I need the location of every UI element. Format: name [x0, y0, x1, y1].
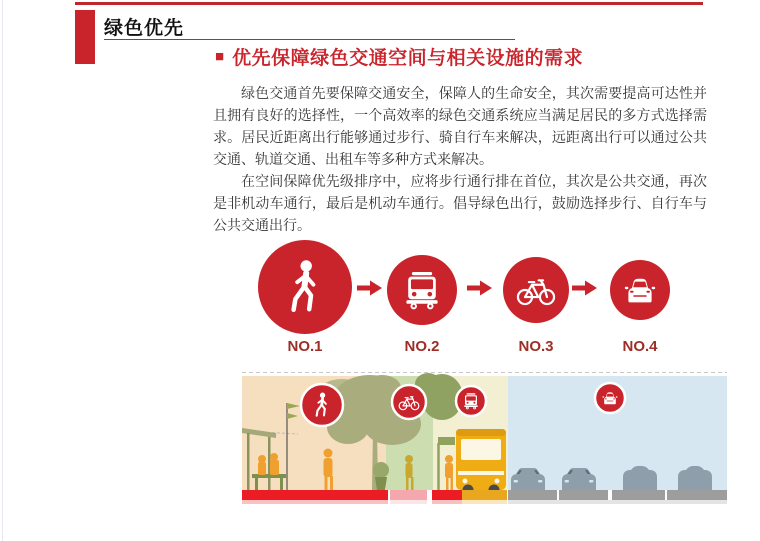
bicycle-icon	[514, 268, 558, 312]
bus	[456, 429, 506, 496]
page-title: 绿色优先	[104, 18, 185, 39]
body-text	[213, 82, 707, 236]
title-accent-block	[75, 10, 95, 64]
paragraph-2: 在空间保障优先级排序中，应将步行通行排在首位，其次是公共交通，再次是非机动车通行，最后是机动车通行。倡导绿色出行，鼓励选择步行、自行车与公共交通出行。	[213, 173, 707, 233]
bus-badge-icon	[456, 386, 486, 416]
bars-reflection	[242, 500, 727, 504]
square-bullet-icon: ■	[215, 48, 225, 65]
pedestrian-badge-icon	[301, 384, 343, 426]
priority-circle-bicycle	[503, 257, 569, 323]
rank-label-2: NO.2	[404, 338, 440, 355]
rank-label-1: NO.1	[287, 338, 323, 355]
arrow-right-icon	[357, 279, 383, 297]
pedestrian-icon	[275, 255, 335, 319]
section-heading-text: 优先保障绿色交通空间与相关设施的需求	[232, 48, 584, 69]
rank-label-4: NO.4	[622, 338, 658, 355]
arrow-right-icon	[467, 279, 493, 297]
street-illustration	[242, 371, 727, 504]
car-badge-icon	[595, 383, 625, 413]
priority-bars	[242, 490, 727, 500]
bicycle-badge-icon	[392, 385, 426, 419]
priority-circle-pedestrian	[258, 240, 352, 334]
page-left-border	[2, 0, 3, 541]
top-accent-line	[75, 2, 703, 5]
bus-icon	[399, 267, 445, 313]
priority-circle-bus	[387, 255, 457, 325]
section-heading	[215, 43, 583, 70]
priority-circle-car	[610, 260, 670, 320]
arrow-right-icon	[572, 279, 598, 297]
rank-label-3: NO.3	[518, 338, 554, 355]
title-underline	[104, 39, 515, 40]
car-icon	[620, 270, 660, 310]
paragraph-1: 绿色交通首先要保障交通安全，保障人的生命安全，其次需要提高可达性并且拥有良好的选择性，一个高效率的绿色交通系统应当满足居民的多方式选择需求。居民近距离出行能够通过步行、骑自行车来解决，远距离出行可以通过公共交通、轨道交通、出租车等多种方式来解决。	[213, 85, 707, 167]
